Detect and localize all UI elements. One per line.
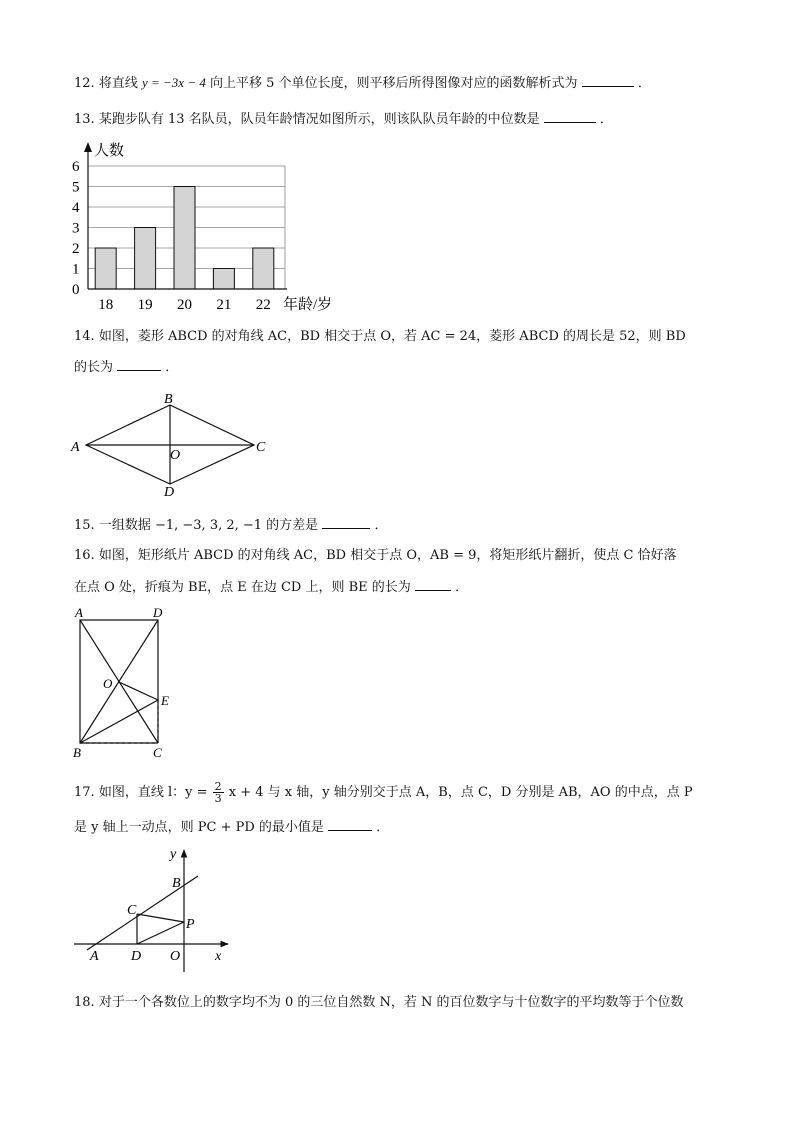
label-o: O [170,949,181,964]
y-tick-label: 5 [72,179,80,196]
x-tick-label: 21 [216,297,232,313]
q15-text: 一组数据 −1, −3, 3, 2, −1 的方差是 [98,518,319,533]
q17-answer-blank [328,818,372,831]
label-c: C [256,440,266,455]
question-17 [74,780,693,806]
bar [213,269,234,290]
y-tick-label: 6 [72,159,80,175]
question-14 [74,328,686,346]
segment-cp [137,914,184,922]
q13-text: 某跑步队有 13 名队员，队员年龄情况如图所示，则该队队员年龄的中位数是 [98,112,540,127]
q17-line2: 是 y 轴上一动点，则 PC + PD 的最小值是 [74,820,324,835]
q16-answer-blank [415,578,451,591]
label-c: C [153,745,162,760]
y-axis-label: 人数 [94,143,125,159]
q17-number: 17. [74,785,95,800]
q12-pre: 将直线 [98,76,138,91]
rhombus-figure [66,388,276,500]
y-tick-label: 3 [72,220,80,237]
label-b: B [172,876,181,891]
q12-post: 向上平移 5 个单位长度，则平移后所得图像对应的函数解析式为 [209,76,578,91]
x-tick-label: 20 [177,297,192,313]
age-bar-chart [60,138,360,318]
x-tick-label: 22 [255,297,271,313]
q12-answer-blank [582,74,634,87]
question-15 [74,516,387,535]
label-o: O [103,676,113,691]
question-12 [74,74,651,93]
q15-number: 15. [74,518,95,533]
label-x: x [215,949,222,964]
question-18 [74,994,684,1012]
q13-answer-blank [544,110,596,123]
y-axis-arrow [84,142,92,152]
label-d: D [164,485,175,500]
label-a: A [90,949,99,964]
y-tick-label: 4 [72,200,80,216]
q17-end: ． [376,820,390,835]
q14-end: ． [165,360,179,375]
q15-end: ． [374,518,388,533]
q16-line2: 在点 O 处，折痕为 BE，点 E 在边 CD 上，则 BE 的长为 [74,580,411,595]
q18-text: 对于一个各数位上的数字均不为 0 的三位自然数 N，若 N 的百位数字与十位数字的平均数等于个位数 [98,995,684,1010]
q15-answer-blank [322,516,370,529]
label-d: D [153,605,163,620]
line-l [87,876,198,950]
q17-post: x + 4 与 x 轴，y 轴分别交于点 A，B，点 C，D 分别是 AB，AO 的中点，点 P [228,785,693,800]
y-tick-label: 0 [72,282,80,298]
q14-line1: 如图，菱形 ABCD 的对角线 AC，BD 相交于点 O，若 AC = 24，菱形 ABCD 的周长是 52，则 BD [98,329,686,344]
q16-end: ． [455,580,469,595]
q18-number: 18. [74,995,95,1010]
label-e: E [161,693,169,708]
q12-expression: y = −3x − 4 [141,75,206,90]
q13-end: ． [599,112,613,127]
q17-frac-num: 2 [214,780,222,793]
label-b: B [73,745,81,760]
q14-answer-blank [117,358,161,371]
label-p: P [186,917,195,932]
segment-dp [137,922,184,944]
label-c: C [127,903,137,918]
label-d: D [131,949,142,964]
x-tick-label: 19 [137,297,153,313]
bar [135,228,156,290]
q14-line2: 的长为 [74,360,114,375]
q17-pre: 如图，直线 l：y = [98,785,208,800]
rectangle-fold-figure [70,606,180,762]
label-a: A [71,440,80,455]
label-o: O [170,448,181,463]
question-13 [74,110,613,129]
q14-number: 14. [74,329,95,344]
question-16 [74,547,677,565]
q16-line1: 如图，矩形纸片 ABCD 的对角线 AC，BD 相交于点 O，AB = 9，将矩形纸片翻折，使点 C 恰好落 [98,548,677,563]
bar [174,187,195,290]
y-tick-label: 2 [72,241,80,257]
bar [253,248,274,289]
q17-fraction [213,781,224,804]
y-tick-label: 1 [72,261,80,278]
coordinate-figure [70,844,240,978]
question-16-line2 [74,578,468,597]
q13-number: 13. [74,112,95,127]
label-y: y [170,847,177,862]
label-a: A [75,605,83,620]
x-axis-label: 年龄/岁 [283,297,333,313]
q16-number: 16. [74,548,95,563]
question-14-line2 [74,358,178,377]
x-tick-label: 18 [98,297,114,313]
bar [95,248,116,289]
q12-end: ． [637,76,651,91]
q17-frac-den: 3 [214,792,222,805]
question-17-line2 [74,818,389,837]
label-b: B [164,392,173,407]
fold-line-be [80,700,158,743]
q12-number: 12. [74,76,95,91]
